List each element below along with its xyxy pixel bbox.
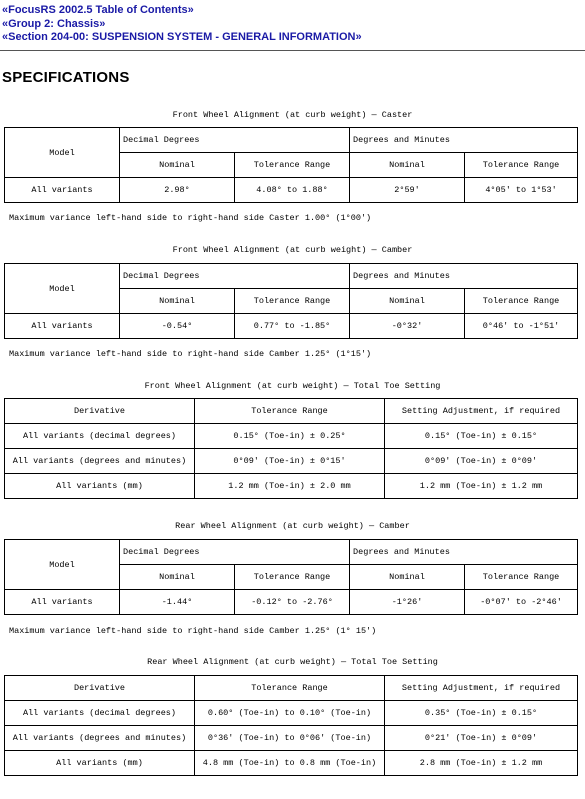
front-camber-table xyxy=(4,263,578,339)
table-cell: 0°09' (Toe-in) ± 0°09' xyxy=(385,449,578,474)
column-header-setting-adjustment: Setting Adjustment, if required xyxy=(385,399,578,424)
table-cell: 4.08° to 1.88° xyxy=(235,178,350,203)
front-caster-table xyxy=(4,127,578,203)
column-header-model: Model xyxy=(5,540,120,590)
front-caster-caption: Front Wheel Alignment (at curb weight) — Caster xyxy=(172,110,413,120)
table-cell: All variants (decimal degrees) xyxy=(5,424,195,449)
table-row xyxy=(5,178,578,203)
front-camber-note: Maximum variance left-hand side to right-hand side Camber 1.25° (1°15') xyxy=(9,349,372,359)
column-header-nominal: Nominal xyxy=(350,153,465,178)
column-header-decimal-degrees: Decimal Degrees xyxy=(120,128,350,153)
table-cell: All variants xyxy=(5,178,120,203)
table-row xyxy=(5,590,578,615)
table-cell: -0°07' to -2°46' xyxy=(465,590,578,615)
rear-camber-caption: Rear Wheel Alignment (at curb weight) — Camber xyxy=(175,521,410,531)
table-cell: 0.15° (Toe-in) ± 0.25° xyxy=(195,424,385,449)
front-toe-caption: Front Wheel Alignment (at curb weight) — Total Toe Setting xyxy=(144,381,441,391)
column-header-model: Model xyxy=(5,264,120,314)
table-cell: -0.12° to -2.76° xyxy=(235,590,350,615)
column-header-setting-adjustment: Setting Adjustment, if required xyxy=(385,676,578,701)
column-header-decimal-degrees: Decimal Degrees xyxy=(120,540,350,565)
column-header-tolerance: Tolerance Range xyxy=(235,289,350,314)
column-header-tolerance: Tolerance Range xyxy=(465,565,578,590)
table-cell: -0.54° xyxy=(120,314,235,339)
column-header-tolerance: Tolerance Range xyxy=(195,676,385,701)
column-header-tolerance: Tolerance Range xyxy=(235,565,350,590)
table-row xyxy=(5,726,578,751)
table-row xyxy=(5,751,578,776)
table-row xyxy=(5,449,578,474)
rear-camber-table xyxy=(4,539,578,615)
column-header-tolerance: Tolerance Range xyxy=(235,153,350,178)
table-cell: 2.98° xyxy=(120,178,235,203)
table-header-row xyxy=(5,264,578,289)
table-header-row xyxy=(5,676,578,701)
column-header-nominal: Nominal xyxy=(350,289,465,314)
table-cell: All variants (degrees and minutes) xyxy=(5,449,195,474)
column-header-nominal: Nominal xyxy=(350,565,465,590)
rear-toe-table xyxy=(4,675,578,776)
header-divider xyxy=(0,50,585,51)
table-row xyxy=(5,701,578,726)
table-cell: -0°32' xyxy=(350,314,465,339)
column-header-nominal: Nominal xyxy=(120,153,235,178)
table-cell: All variants xyxy=(5,314,120,339)
column-header-decimal-degrees: Decimal Degrees xyxy=(120,264,350,289)
table-cell: 0°21' (Toe-in) ± 0°09' xyxy=(385,726,578,751)
breadcrumb-link-section[interactable]: «Section 204-00: SUSPENSION SYSTEM - GENERAL INFORMATION» xyxy=(2,31,362,43)
table-cell: 0.77° to -1.85° xyxy=(235,314,350,339)
breadcrumb-link-group[interactable]: «Group 2: Chassis» xyxy=(2,17,106,30)
table-cell: All variants (mm) xyxy=(5,751,195,776)
rear-camber-note: Maximum variance left-hand side to right-hand side Camber 1.25° (1° 15') xyxy=(9,626,377,636)
column-header-nominal: Nominal xyxy=(120,289,235,314)
table-cell: 0°36' (Toe-in) to 0°06' (Toe-in) xyxy=(195,726,385,751)
table-cell: 0.35° (Toe-in) ± 0.15° xyxy=(385,701,578,726)
front-camber-caption: Front Wheel Alignment (at curb weight) — Camber xyxy=(172,245,413,255)
table-cell: -1°26' xyxy=(350,590,465,615)
table-cell: 2.8 mm (Toe-in) ± 1.2 mm xyxy=(385,751,578,776)
table-row xyxy=(5,474,578,499)
table-cell: 4°05' to 1°53' xyxy=(465,178,578,203)
table-row xyxy=(5,314,578,339)
table-cell: All variants (decimal degrees) xyxy=(5,701,195,726)
table-cell: All variants xyxy=(5,590,120,615)
column-header-degrees-minutes: Degrees and Minutes xyxy=(350,128,578,153)
table-header-row xyxy=(5,540,578,565)
front-caster-note: Maximum variance left-hand side to right-hand side Caster 1.00° (1°00') xyxy=(9,213,372,223)
column-header-tolerance: Tolerance Range xyxy=(465,153,578,178)
table-cell: 0°09' (Toe-in) ± 0°15' xyxy=(195,449,385,474)
front-toe-table xyxy=(4,398,578,499)
table-cell: 4.8 mm (Toe-in) to 0.8 mm (Toe-in) xyxy=(195,751,385,776)
table-cell: 1.2 mm (Toe-in) ± 1.2 mm xyxy=(385,474,578,499)
column-header-tolerance: Tolerance Range xyxy=(195,399,385,424)
rear-toe-caption: Rear Wheel Alignment (at curb weight) — Total Toe Setting xyxy=(147,657,438,667)
column-header-degrees-minutes: Degrees and Minutes xyxy=(350,540,578,565)
table-cell: All variants (degrees and minutes) xyxy=(5,726,195,751)
breadcrumb-link-toc[interactable]: «FocusRS 2002.5 Table of Contents» xyxy=(2,4,194,16)
column-header-degrees-minutes: Degrees and Minutes xyxy=(350,264,578,289)
table-header-row xyxy=(5,128,578,153)
table-cell: 2°59' xyxy=(350,178,465,203)
page-title: SPECIFICATIONS xyxy=(2,69,130,86)
table-row xyxy=(5,424,578,449)
table-header-row xyxy=(5,399,578,424)
column-header-model: Model xyxy=(5,128,120,178)
table-cell: 0°46' to -1°51' xyxy=(465,314,578,339)
column-header-derivative: Derivative xyxy=(5,399,195,424)
table-cell: 0.60° (Toe-in) to 0.10° (Toe-in) xyxy=(195,701,385,726)
table-cell: All variants (mm) xyxy=(5,474,195,499)
column-header-nominal: Nominal xyxy=(120,565,235,590)
table-cell: 0.15° (Toe-in) ± 0.15° xyxy=(385,424,578,449)
column-header-tolerance: Tolerance Range xyxy=(465,289,578,314)
table-cell: -1.44° xyxy=(120,590,235,615)
column-header-derivative: Derivative xyxy=(5,676,195,701)
breadcrumb xyxy=(2,4,362,45)
table-cell: 1.2 mm (Toe-in) ± 2.0 mm xyxy=(195,474,385,499)
